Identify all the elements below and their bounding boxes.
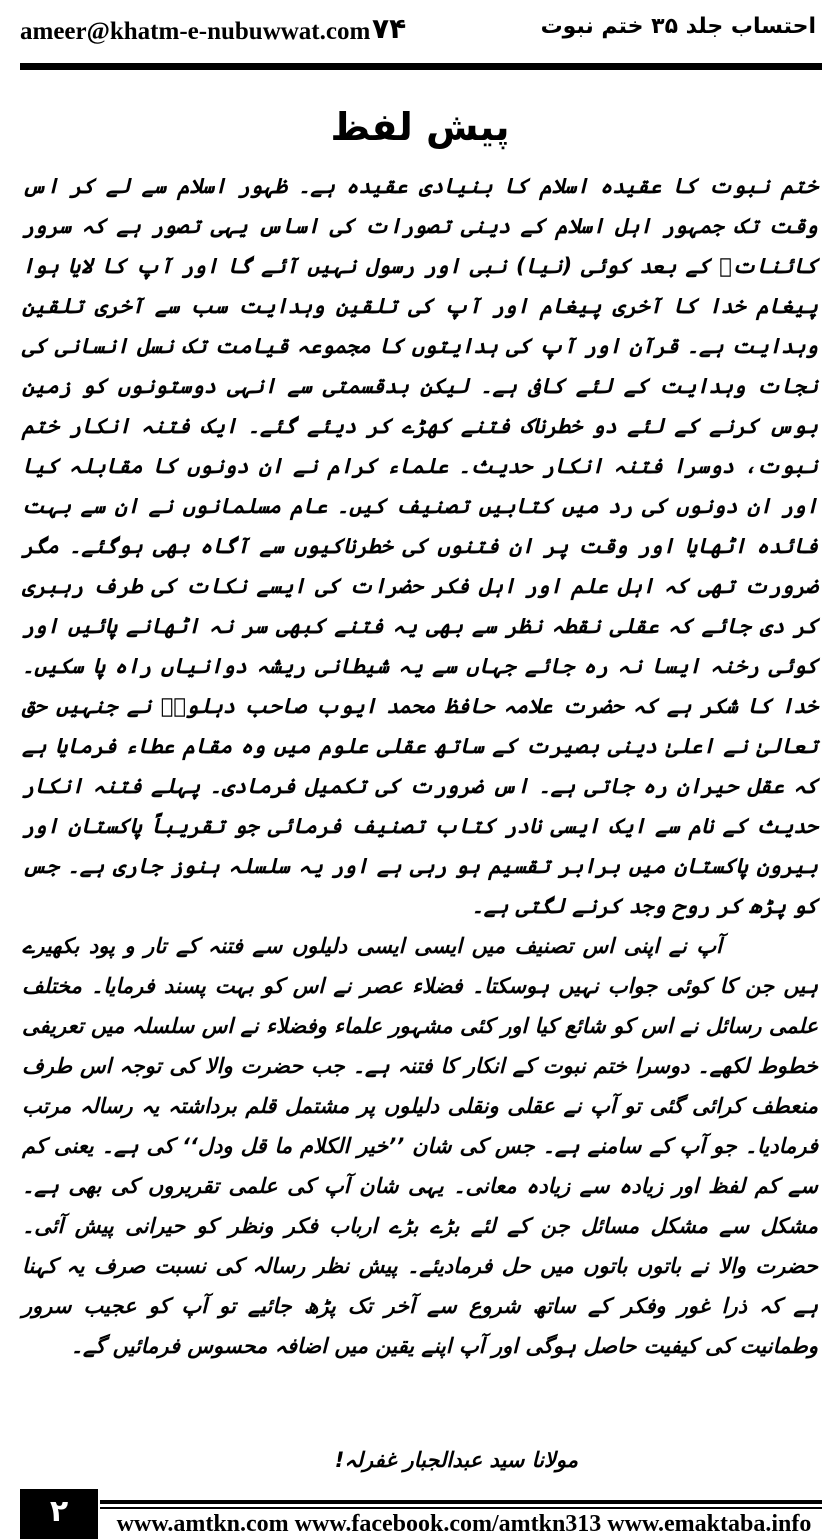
footer-page-number: ۲ <box>20 1489 98 1539</box>
header-book-title: احتساب جلد ۳۵ ختم نبوت <box>540 14 816 39</box>
footer-divider-thin <box>100 1507 822 1509</box>
footer-links: www.amtkn.com www.facebook.com/amtkn313 www.emaktaba.info <box>116 1511 812 1537</box>
page-header <box>0 0 840 70</box>
paragraph: آپ نے اپنی اس تصنیف میں ایسی ایسی دلیلوں سے فتنہ کے تار و پود بکھیرے ہیں جن کا کوئی جواب نہیں ہوسکتا۔ فضلاء عصر نے اس کو بہت پسند فرمایا۔ مختلف علمی رسائل نے اس کو شائع کیا اور کئی مشہور علماء وفضلاء نے اس سلسلہ میں تعریفی خطوط لکھے۔ دوسرا ختم نبوت کے انکار کا فتنہ ہے۔ جب حضرت والا کی توجہ اس طرف منعطف کرائی گئی تو آپ نے عقلی ونقلی دلیلوں پر مشتمل قلم برداشتہ یہ رسالہ مرتب فرمادیا۔ جو آپ کے سامنے ہے۔ جس کی شان ’’خیر الکلام ما قل ودل‘‘ کی ہے۔ یعنی کم سے کم لفظ اور زیادہ سے زیادہ معانی۔ یہی شان آپ کی علمی تقریروں کی بھی ہے۔ مشکل سے مشکل مسائل جن کے لئے بڑے بڑے ارباب فکر ونظر کو حیرانی پیش آئی۔ حضرت والا نے باتوں باتوں میں حل فرمادیئے۔ پیش نظر رسالہ کی نسبت صرف یہ کہنا ہے کہ ذرا غور وفکر کے ساتھ شروع سے آخر تک پڑھ جائیے تو آپ کو عجیب سرور وطمانیت کی کیفیت حاصل ہوگی اور آپ اپنے یقین میں اضافہ محسوس فرمائیں گے۔ <box>22 934 818 1358</box>
header-divider <box>20 63 822 70</box>
page-footer <box>0 1488 840 1540</box>
signature: مولانا سید عبدالجبار غفرلہ! <box>334 1448 578 1472</box>
header-page-number: ۷۴ <box>372 12 407 45</box>
paragraph: ختم نبوت کا عقیدہ اسلام کا بنیادی عقیدہ ہے۔ ظہور اسلام سے لے کر اس وقت تک جمہور اہل اسلام کے دینی تصورات کی اساس یہی تصور ہے کہ سرور کائناتﷺ کے بعد کوئی (نیا) نبی اور رسول نہیں آئے گا اور آپ کا لایا ہوا پیغام خدا کا آخری پیغام اور آپ کی تلقین وہدایت سب سے آخری تلقین وہدایت ہے۔ قرآن اور آپ کی ہدایتوں کا مجموعہ قیامت تک نسل انسانی کی نجات وہدایت کے لئے کافی ہے۔ لیکن بدقسمتی سے انہی دوستونوں کو زمین بوس کرنے کے لئے دو خطرناک فتنے کھڑے کر دیئے گئے۔ ایک فتنہ انکار ختم نبوت، دوسرا فتنہ انکار حدیث۔ علماء کرام نے ان دونوں کا مقابلہ کیا اور ان دونوں کی رد میں کتابیں تصنیف کیں۔ عام مسلمانوں نے ان سے بہت فائدہ اٹھایا اور وقت پر ان فتنوں کی خطرناکیوں سے آگاہ بھی ہوگئے۔ مگر ضرورت تھی کہ اہل علم اور اہل فکر حضرات کی ایسے نکات کی طرف رہبری کر دی جائے کہ عقلی نقطہ نظر سے بھی یہ فتنے کبھی سر نہ اٹھانے پائیں اور کوئی رخنہ ایسا نہ رہ جائے جہاں سے یہ شیطانی ریشہ دوانیاں راہ پا سکیں۔ خدا کا شکر ہے کہ حضرت علامہ حافظ محمد ایوب صاحب دہلویؒ نے جنہیں حق تعالیٰ نے اعلیٰ دینی بصیرت کے ساتھ عقلی علوم میں وہ مقام عطاء فرمایا ہے کہ عقل حیران رہ جاتی ہے۔ اس ضرورت کی تکمیل فرمادی۔ پہلے فتنہ انکار حدیث کے نام سے ایک ایسی نادر کتاب تصنیف فرمائی جو تقریباً پاکستان اور بیرون پاکستان میں برابر تقسیم ہو رہی ہے اور یہ سلسلہ ہنوز جاری ہے۔ جس کو پڑھ کر روح وجد کرنے لگتی ہے۔ <box>22 174 818 918</box>
header-email: ameer@khatm-e-nubuwwat.com <box>20 18 371 45</box>
page-title: پیش لفظ <box>330 105 510 149</box>
footer-divider <box>100 1500 822 1504</box>
body-text <box>22 166 818 1366</box>
